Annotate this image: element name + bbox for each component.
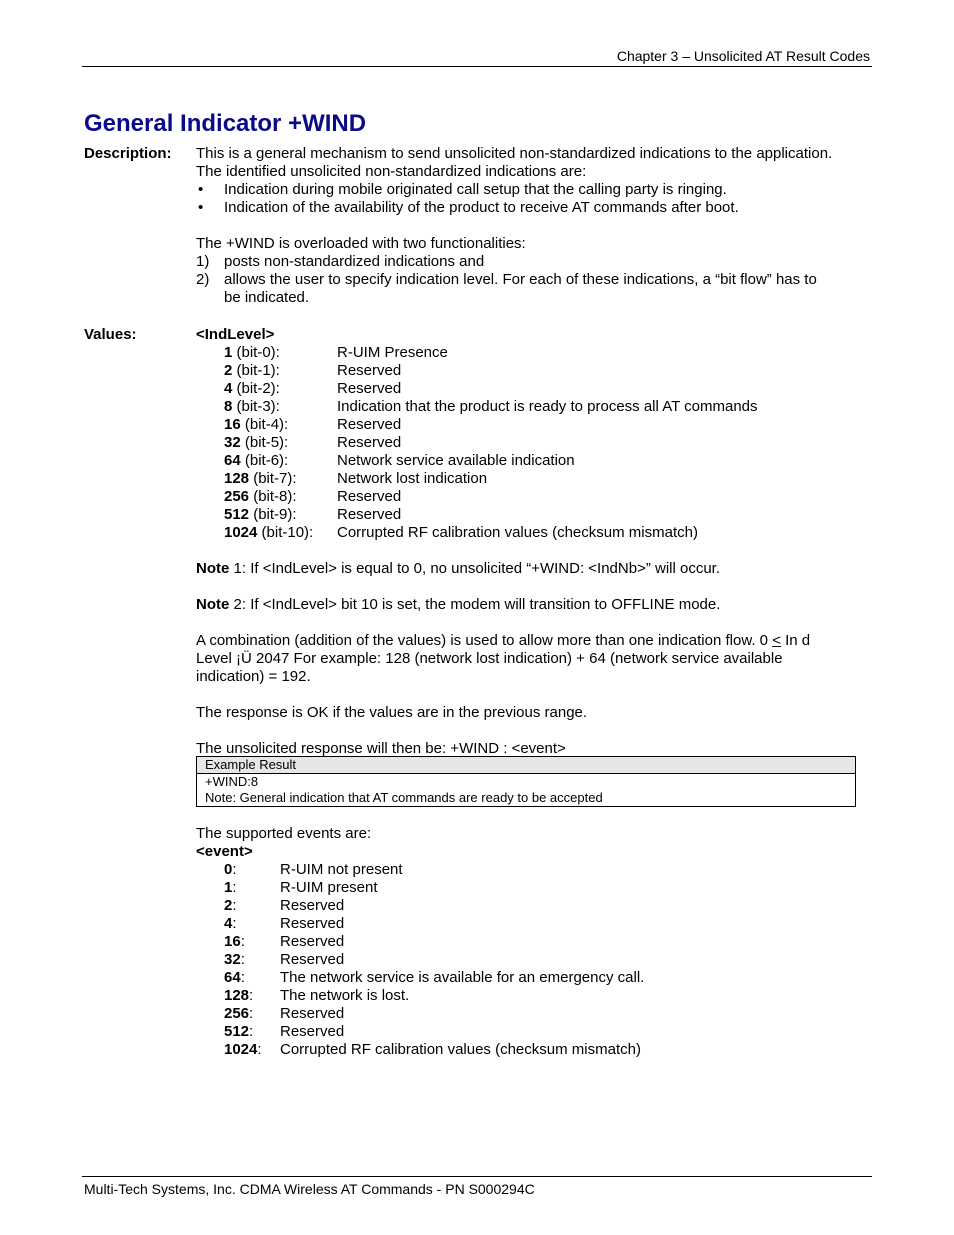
event-row: 16: Reserved <box>224 933 345 950</box>
bit-row: 2 (bit-1): Reserved <box>224 362 402 379</box>
overload-intro: The +WIND is overloaded with two functionalities: <box>196 235 526 252</box>
bit-row: 512 (bit-9): Reserved <box>224 506 402 523</box>
bit-row: 128 (bit-7): Network lost indication <box>224 470 488 487</box>
bit-row: 64 (bit-6): Network service available indication <box>224 452 575 469</box>
bit-row: 32 (bit-5): Reserved <box>224 434 402 451</box>
event-row: 512: Reserved <box>224 1023 345 1040</box>
example-note: Note: General indication that AT commands are ready to be accepted <box>205 790 603 805</box>
bullet-item: • Indication during mobile originated call setup that the calling party is ringing. <box>198 181 727 198</box>
description-label: Description: <box>84 145 172 162</box>
description-intro: This is a general mechanism to send unsolicited non-standardized indications to the application. The identified unsolicited non-standardized indications are: <box>196 145 833 180</box>
bit-row: 16 (bit-4): Reserved <box>224 416 402 433</box>
note-2: Note 2: If <IndLevel> bit 10 is set, the modem will transition to OFFLINE mode. <box>196 596 721 613</box>
combination-text: A combination (addition of the values) is used to allow more than one indication flow. 0 < In d Level ¡Ü 2047 For example: 128 (network lost indication) + 64 (network service available indication) = 192. <box>196 632 811 685</box>
functionality-item: 2) allows the user to specify indication level. For each of these indications, a “bit flow” has to be indicated. <box>196 271 817 306</box>
bit-row: 1024 (bit-10): Corrupted RF calibration values (checksum mismatch) <box>224 524 698 541</box>
description-block <box>196 145 836 307</box>
event-row: 0: R-UIM not present <box>224 861 403 878</box>
indlevel-param: <IndLevel> <box>196 326 275 343</box>
event-row: 256: Reserved <box>224 1005 345 1022</box>
bit-row: 8 (bit-3): Indication that the product is ready to process all AT commands <box>224 398 758 415</box>
supported-events-text: The supported events are: <box>196 825 372 842</box>
footer-divider <box>82 1176 872 1177</box>
bullet-item: • Indication of the availability of the product to receive AT commands after boot. <box>198 199 739 216</box>
event-row: 1024: Corrupted RF calibration values (checksum mismatch) <box>224 1041 641 1058</box>
note-1: Note 1: If <IndLevel> is equal to 0, no unsolicited “+WIND: <IndNb>” will occur. <box>196 560 721 577</box>
example-result-table <box>196 756 856 807</box>
response-ok-text: The response is OK if the values are in the previous range. <box>196 704 588 721</box>
event-param: <event> <box>196 843 253 860</box>
header-divider <box>82 66 872 67</box>
bit-row: 1 (bit-0): R-UIM Presence <box>224 344 448 361</box>
bit-row: 4 (bit-2): Reserved <box>224 380 402 397</box>
bit-table <box>196 344 836 542</box>
event-row: 32: Reserved <box>224 951 345 968</box>
values-block <box>196 326 836 758</box>
event-row: 4: Reserved <box>224 915 345 932</box>
bit-row: 256 (bit-8): Reserved <box>224 488 402 505</box>
bullet-icon: • <box>198 199 204 216</box>
event-row: 2: Reserved <box>224 897 345 914</box>
event-row: 128: The network is lost. <box>224 987 410 1004</box>
page-footer: Multi-Tech Systems, Inc. CDMA Wireless AT Commands - PN S000294C <box>84 1181 535 1197</box>
events-block <box>196 825 836 1059</box>
example-line: +WIND:8 <box>205 774 259 789</box>
event-row: 64: The network service is available for an emergency call. <box>224 969 645 986</box>
section-title: General Indicator +WIND <box>84 110 367 137</box>
page-header: Chapter 3 – Unsolicited AT Result Codes <box>616 48 870 64</box>
example-header: Example Result <box>197 757 855 774</box>
bullet-icon: • <box>198 181 204 198</box>
values-label: Values: <box>84 326 137 343</box>
unsolicited-text: The unsolicited response will then be: +WIND : <event> <box>196 740 566 757</box>
event-row: 1: R-UIM present <box>224 879 378 896</box>
functionality-item: 1) posts non-standardized indications and <box>196 253 485 270</box>
